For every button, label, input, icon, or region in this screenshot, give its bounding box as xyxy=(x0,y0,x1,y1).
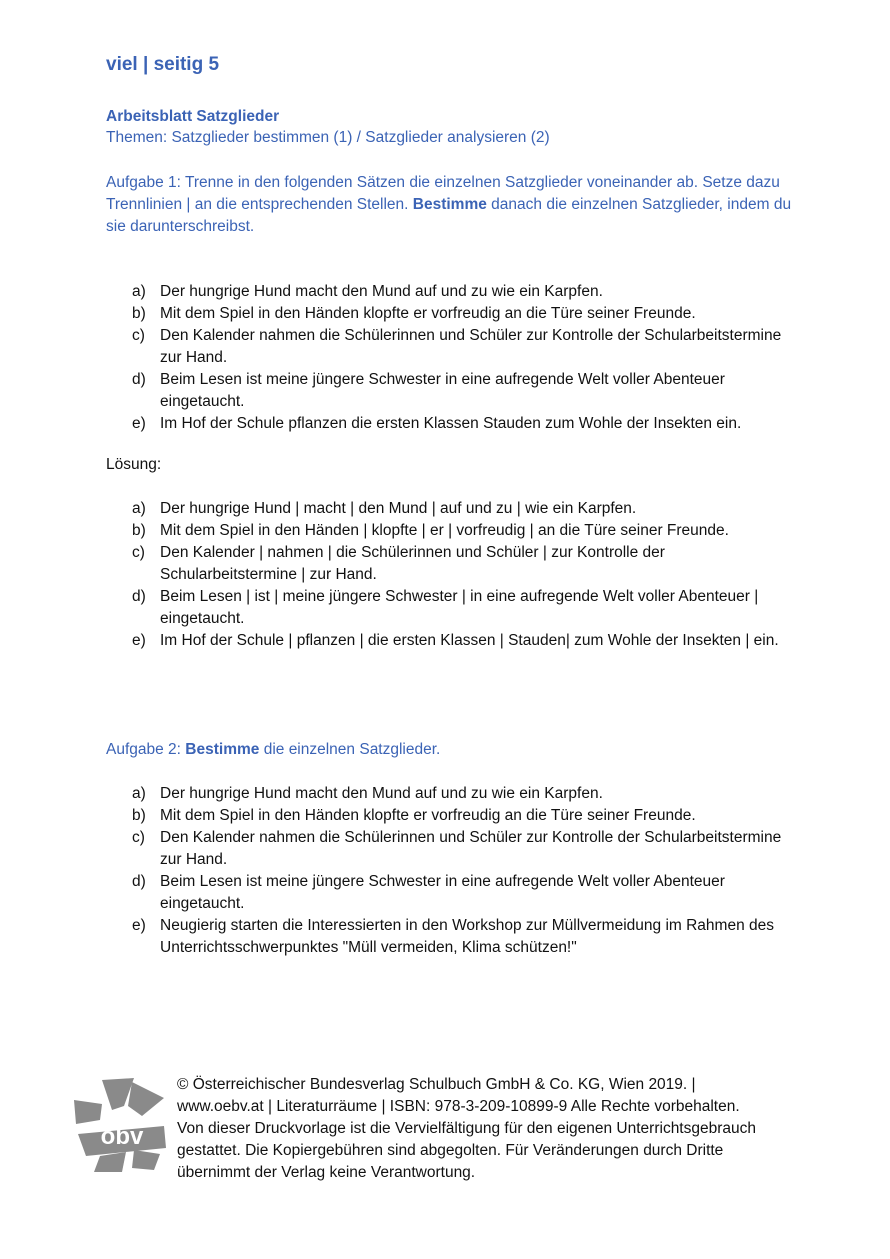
task1-sentence-list xyxy=(130,281,800,435)
item-text: Den Kalender | nahmen | die Schülerinnen und Schüler | zur Kontrolle der Schularbeitstermine | zur Hand. xyxy=(160,544,665,583)
item-label: e) xyxy=(132,917,146,934)
list-item xyxy=(130,498,800,520)
oebv-logo-icon xyxy=(72,1076,168,1172)
list-item xyxy=(130,871,800,915)
item-text: Der hungrige Hund macht den Mund auf und zu wie ein Karpfen. xyxy=(160,785,603,802)
oebv-logo xyxy=(72,1076,168,1172)
list-item xyxy=(130,369,800,413)
item-label: a) xyxy=(132,283,146,300)
solution-sentence-list xyxy=(130,498,800,652)
item-text: Mit dem Spiel in den Händen | klopfte | er | vorfreudig | an die Türe seiner Freunde. xyxy=(160,522,729,539)
item-text: Mit dem Spiel in den Händen klopfte er vorfreudig an die Türe seiner Freunde. xyxy=(160,305,696,322)
task1-text-before: Aufgabe 1: Trenne in den folgenden Sätzen die einzelnen Satzglieder voneinander ab. Setze dazu Trennlinien | an die entsprechenden Stellen. xyxy=(106,174,780,213)
item-label: d) xyxy=(132,873,146,890)
item-label: a) xyxy=(132,785,146,802)
item-text: Der hungrige Hund macht den Mund auf und zu wie ein Karpfen. xyxy=(160,283,603,300)
logo-text: öbv xyxy=(100,1123,144,1150)
list-item xyxy=(130,630,800,652)
list-item xyxy=(130,783,800,805)
list-item xyxy=(130,413,800,435)
item-text: Im Hof der Schule | pflanzen | die ersten Klassen | Stauden| zum Wohle der Insekten | ein. xyxy=(160,632,779,649)
worksheet-title: Arbeitsblatt Satzglieder xyxy=(106,108,280,125)
item-label: b) xyxy=(132,522,146,539)
task1-text-after: danach die einzelnen Satzglieder, indem du sie darunterschreibst. xyxy=(106,196,792,235)
item-label: c) xyxy=(132,327,145,344)
item-text: Mit dem Spiel in den Händen klopfte er vorfreudig an die Türe seiner Freunde. xyxy=(160,807,696,824)
item-label: d) xyxy=(132,588,146,605)
item-text: Den Kalender nahmen die Schülerinnen und Schüler zur Kontrolle der Schularbeitstermine zur Hand. xyxy=(160,327,782,366)
solution-label: Lösung: xyxy=(106,456,162,473)
list-item xyxy=(130,325,800,369)
task2-emphasis: Bestimme xyxy=(185,741,260,758)
list-item xyxy=(130,586,800,630)
list-item xyxy=(130,827,800,871)
task1-emphasis: Bestimme xyxy=(412,196,487,213)
footer-copyright: © Österreichischer Bundesverlag Schulbuch GmbH & Co. KG, Wien 2019. | www.oebv.at | Literaturräume | ISBN: 978-3-209-10899-9 Alle Rechte vorbehalten. Von dieser Druckvorlage ist die Vervielfältigung für den eigenen Unterrichtsgebrauch gestattet. Die Kopiergebühren sind abgegolten. Für Veränderungen durch Dritte übernimmt der Verlag keine Verantwortung. xyxy=(177,1076,757,1181)
task2-text-after: die einzelnen Satzglieder. xyxy=(259,741,441,758)
list-item xyxy=(130,915,800,959)
item-text: Neugierig starten die Interessierten in den Workshop zur Müllvermeidung im Rahmen des Unterrichtsschwerpunktes "Müll vermeiden, Klima schützen!" xyxy=(160,917,774,956)
item-label: a) xyxy=(132,500,146,517)
item-text: Der hungrige Hund | macht | den Mund | auf und zu | wie ein Karpfen. xyxy=(160,500,637,517)
item-label: e) xyxy=(132,415,146,432)
task2-text-before: Aufgabe 2: xyxy=(106,741,186,758)
task2-sentence-list xyxy=(130,783,800,959)
item-label: e) xyxy=(132,632,146,649)
task1-instructions xyxy=(106,172,796,238)
list-item xyxy=(130,281,800,303)
item-label: c) xyxy=(132,829,145,846)
item-label: c) xyxy=(132,544,145,561)
list-item xyxy=(130,805,800,827)
item-label: b) xyxy=(132,807,146,824)
list-item xyxy=(130,303,800,325)
item-text: Beim Lesen ist meine jüngere Schwester in eine aufregende Welt voller Abenteuer eingetaucht. xyxy=(160,873,725,912)
item-label: b) xyxy=(132,305,146,322)
item-text: Beim Lesen ist meine jüngere Schwester in eine aufregende Welt voller Abenteuer eingetaucht. xyxy=(160,371,725,410)
task2-instructions xyxy=(106,739,796,761)
item-label: d) xyxy=(132,371,146,388)
list-item xyxy=(130,520,800,542)
item-text: Den Kalender nahmen die Schülerinnen und Schüler zur Kontrolle der Schularbeitstermine zur Hand. xyxy=(160,829,782,868)
item-text: Beim Lesen | ist | meine jüngere Schwester | in eine aufregende Welt voller Abenteuer | eingetaucht. xyxy=(160,588,759,627)
worksheet-themes: Themen: Satzglieder bestimmen (1) / Satzglieder analysieren (2) xyxy=(106,129,550,146)
list-item xyxy=(130,542,800,586)
item-text: Im Hof der Schule pflanzen die ersten Klassen Stauden zum Wohle der Insekten ein. xyxy=(160,415,742,432)
page-header-title: viel | seitig 5 xyxy=(106,54,220,75)
